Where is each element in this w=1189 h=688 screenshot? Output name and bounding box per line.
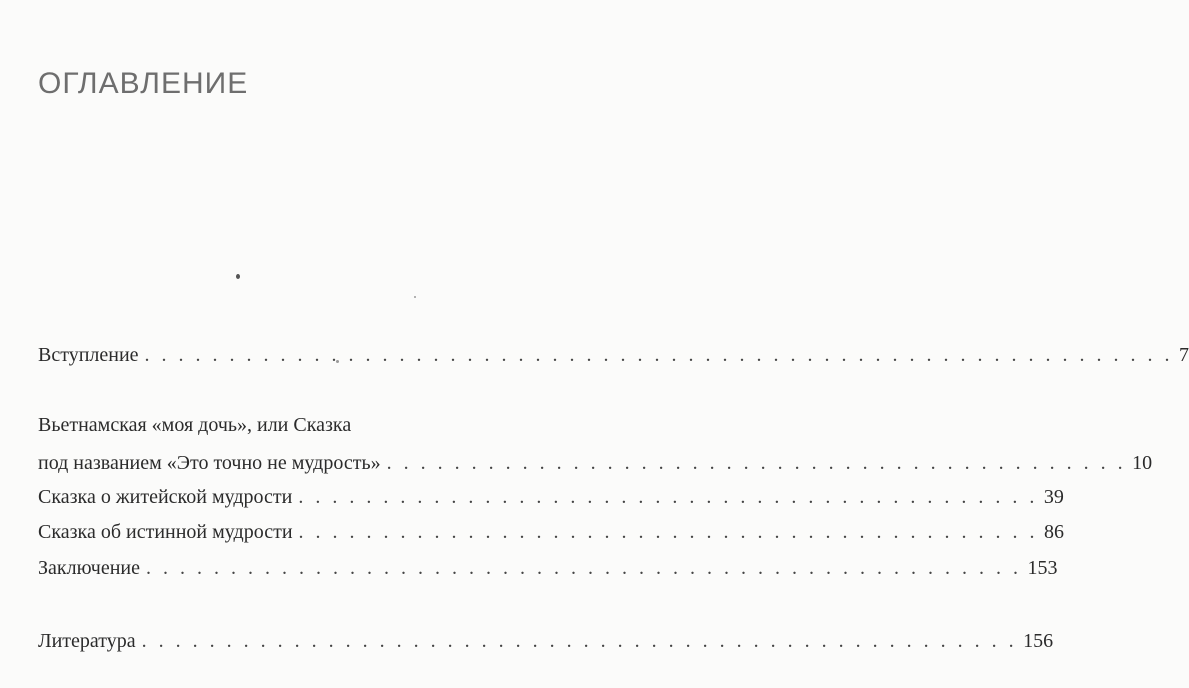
toc-entry-label: Сказка о житейской мудрости — [38, 486, 293, 508]
toc-entry-vietnamese-tale[interactable] — [38, 451, 1153, 475]
dot-leader: . . . . . . . . . . . . . . . . . . . . . . . . . . . . . . . . . . . . . . . . . . . . . . . . . . . . — [141, 630, 1018, 652]
page-title: ОГЛАВЛЕНИЕ — [38, 67, 249, 101]
toc-entry-true-wisdom[interactable] — [38, 520, 1065, 544]
toc-entry-conclusion[interactable] — [38, 556, 1058, 580]
toc-page-number: 10 — [1132, 452, 1153, 474]
scan-speck — [236, 274, 240, 279]
scan-speck — [414, 296, 416, 298]
dot-leader: . . . . . . . . . . . . . . . . . . . . . . . . . . . . . . . . . . . . . . . . . . . . — [298, 521, 1039, 543]
toc-page-number: 156 — [1023, 630, 1054, 652]
dot-leader: . . . . . . . . . . . . . . . . . . . . . . . . . . . . . . . . . . . . . . . . . . . . — [386, 452, 1127, 474]
dot-leader: . . . . . . . . . . . . . . . . . . . . . . . . . . . . . . . . . . . . . . . . . . . . — [298, 486, 1038, 508]
toc-entry-label: Заключение — [38, 557, 140, 579]
toc-entry-worldly-wisdom[interactable] — [38, 485, 1064, 509]
toc-page-number: 153 — [1027, 557, 1058, 579]
toc-entry-literature[interactable] — [38, 629, 1054, 653]
dot-leader: . . . . . . . . . . . . . . . . . . . . . . . . . . . . . . . . . . . . . . . . . . . . . . . . . . . . . . . . . . . . . — [144, 344, 1174, 366]
toc-entry-label: Вступление — [38, 344, 139, 366]
toc-entry-label-line1: Вьетнамская «моя дочь», или Сказка — [38, 414, 352, 436]
toc-entry-label: Сказка об истинной мудрости — [38, 521, 293, 543]
dot-leader: . . . . . . . . . . . . . . . . . . . . . . . . . . . . . . . . . . . . . . . . . . . . . . . . . . . . — [146, 557, 1022, 579]
toc-entry-label: под названием «Это точно не мудрость» — [38, 452, 381, 474]
toc-entry-label: Литература — [38, 630, 136, 652]
toc-entry-introduction[interactable] — [38, 343, 1189, 367]
toc-page-number: 39 — [1043, 486, 1064, 508]
toc-page-number: 7 — [1179, 344, 1189, 366]
toc-page-number: 86 — [1044, 521, 1065, 543]
